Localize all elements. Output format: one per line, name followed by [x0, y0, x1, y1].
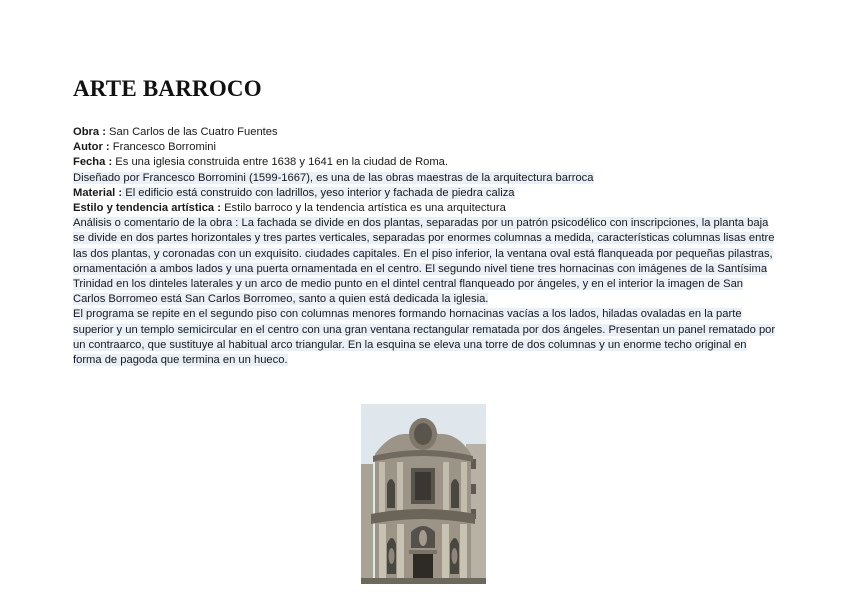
analysis-text-1: Análisis o comentario de la obra : La fachada se divide en dos plantas, separadas por un patrón psicodélico con inscripciones, la planta baja se divide en dos partes horizontales y tres partes verticales, separadas por enormes columnas a medida, características columnas lisas entre las dos plantas, y coronadas con un exquisito. ciudades capitales. En el piso inferior, la ventana oval está flanqueada por pequeñas pilastras, ornamentación a ambos lados y una puerta ornamentada en el centro. El segundo nivel tiene tres hornacinas con imágenes de la Santísima Trinidad en los dinteles laterales y un arco de medio punto en el dintel central flanqueado por ángeles, y en el interior la imagen de San Carlos Borromeo está San Carlos Borromeo, santo a quien está dedicada la iglesia.	[73, 217, 775, 306]
material-value: El edificio está construido con ladrillos, yeso interior y fachada de piedra caliza	[122, 186, 515, 199]
fecha-line	[73, 155, 778, 170]
analysis-text-2: El programa se repite en el segundo piso con columnas menores formando hornacinas vacías a los lados, hiladas ovaladas en la parte superior y un templo semicircular en el centro con una gran ventana rectangular rematada por dos ángeles. Presentan un panel rematado por un contraarco, que sustituye al habitual arco triangular. En la esquina se eleva una torre de dos columnas y un enorme techo original en forma de pagoda que termina en un hueco.	[73, 308, 776, 367]
fecha-value: Es una iglesia construida entre 1638 y 1641 en la ciudad de Roma.	[112, 156, 449, 169]
analysis-paragraph-2	[73, 307, 778, 368]
material-label: Material :	[73, 186, 123, 199]
estilo-line	[73, 201, 778, 216]
document-body	[73, 125, 778, 368]
page-title: ARTE BARROCO	[73, 76, 262, 101]
obra-value: San Carlos de las Cuatro Fuentes	[105, 126, 278, 138]
estilo-value: Estilo barroco y la tendencia artística es una arquitectura	[220, 202, 506, 215]
fecha-label: Fecha :	[73, 156, 113, 169]
autor-label: Autor :	[73, 141, 110, 154]
autor-value: Francesco Borromini	[109, 141, 216, 154]
disenado-line	[73, 171, 778, 186]
obra-label: Obra :	[73, 126, 106, 138]
analysis-paragraph-1	[73, 216, 778, 307]
disenado-text: Diseñado por Francesco Borromini (1599-1667), es una de las obras maestras de la arquitectura barroca	[73, 171, 594, 184]
autor-line	[73, 140, 778, 155]
obra-line	[73, 125, 778, 140]
church-facade-photo	[361, 404, 486, 584]
estilo-label: Estilo y tendencia artística :	[73, 202, 221, 215]
material-line	[73, 186, 778, 201]
